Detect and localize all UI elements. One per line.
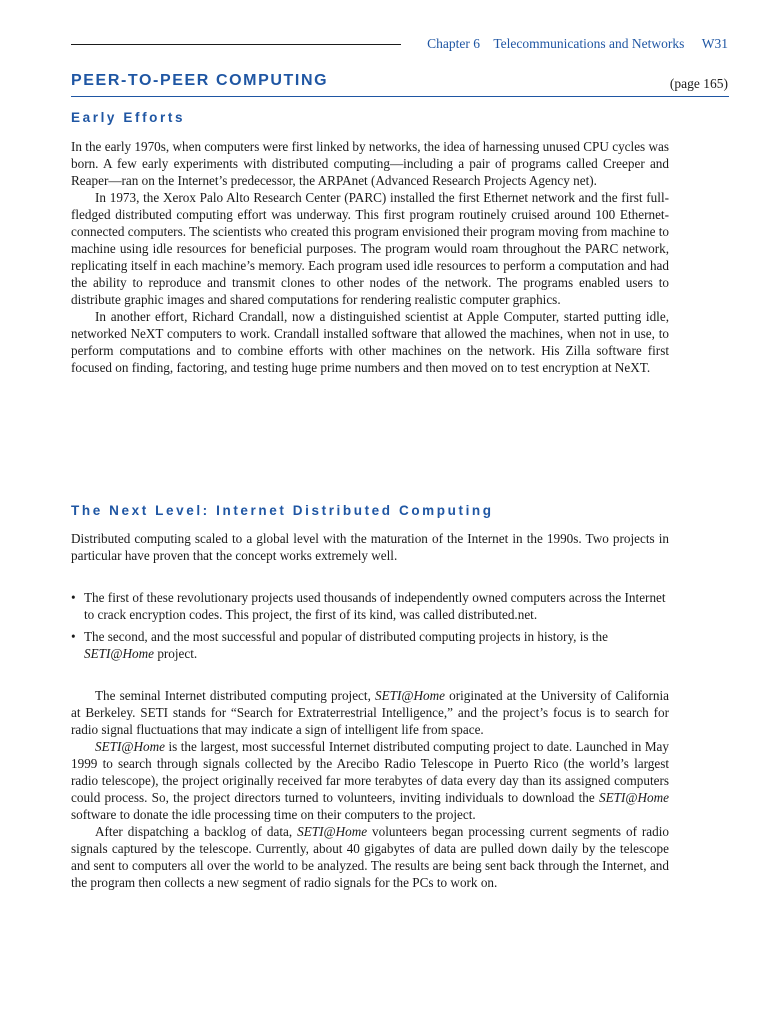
page-reference: (page 165) — [669, 76, 728, 91]
next-level-intro — [71, 530, 669, 564]
bullet-icon: • — [71, 629, 76, 644]
subheading-early-efforts: Early Efforts — [71, 110, 186, 125]
paragraph: After dispatching a backlog of data, SETI@Home volunteers began processing current segments of radio signals captured by the telescope. Currently, about 40 gigabytes of data are pulled down daily by the telescope and sent to computers all over the world to be analyzed. The results are being sent back through the Internet, and the program then collects a new segment of radio signals for the PCs to work on. — [71, 824, 669, 890]
running-header — [71, 36, 740, 54]
paragraph: SETI@Home is the largest, most successful Internet distributed computing project to date. Launched in May 1999 to search through signals collected by the Arecibo Radio Telescope in Puerto Rico (the world’s largest radio telescope), the project originally received far more terabytes of data every day than its assigned computers could process. So, the project directors turned to volunteers, inviting individuals to download the SETI@Home software to donate the idle processing time on their computers to the project. — [71, 739, 669, 822]
paragraph: In 1973, the Xerox Palo Alto Research Center (PARC) installed the first Ethernet network and the first full-fledged distributed computing effort was underway. This first program routinely cruised around 100 Ethernet-connected computers. The scientists who created this program envisioned their program moving from machine to machine using idle resources for beneficial purposes. The program would roam throughout the PARC network, replicating itself in each machine’s memory. Each program used idle resources to perform a computation and had the ability to reproduce and transmit clones to other nodes of the network. The programs enabled users to distribute graphic images and shared computations for rendering realistic computer graphics. — [71, 190, 669, 307]
seti-at-home-term: SETI@Home — [95, 739, 166, 754]
list-item-text: The second, and the most successful and popular of distributed computing projects in history, is the SETI@Home project. — [84, 629, 608, 661]
paragraph: Distributed computing scaled to a global level with the maturation of the Internet in the 1990s. Two projects in particular have proven that the concept works extremely well. — [71, 531, 669, 563]
seti-body — [71, 687, 669, 891]
subheading-next-level: The Next Level: Internet Distributed Computing — [71, 503, 494, 518]
seti-at-home-term: SETI@Home — [297, 824, 368, 839]
early-efforts-body — [71, 138, 669, 376]
seti-at-home-term: SETI@Home — [375, 688, 446, 703]
seti-at-home-term: SETI@Home — [84, 646, 155, 661]
chapter-label: Chapter 6 — [427, 36, 480, 51]
list-item-text: The first of these revolutionary projects used thousands of independently owned computers across the Internet to crack encryption codes. This project, the first of its kind, was called distributed.net. — [84, 590, 666, 622]
header-text — [417, 36, 728, 52]
title-rule — [71, 96, 729, 97]
paragraph: In the early 1970s, when computers were first linked by networks, the idea of harnessing unused CPU cycles was born. A few early experiments with distributed computing—including a pair of programs called Creeper and Reaper—ran on the Internet’s predecessor, the ARPAnet (Advanced Research Projects Agency net). — [71, 139, 669, 188]
header-rule — [71, 44, 401, 45]
bullet-icon: • — [71, 590, 76, 605]
list-item — [71, 589, 669, 623]
seti-at-home-term: SETI@Home — [598, 790, 669, 805]
page-number: W31 — [701, 36, 728, 51]
chapter-title: Telecommunications and Networks — [493, 36, 685, 51]
section-title: PEER-TO-PEER COMPUTING — [71, 72, 329, 89]
list-item — [71, 628, 669, 662]
bullet-list — [71, 589, 669, 667]
paragraph: The seminal Internet distributed computing project, SETI@Home originated at the University of California at Berkeley. SETI stands for “Search for Extraterrestrial Intelligence,” and the project’s focus is to search for radio signal fluctuations that may indicate a sign of intelligent life from space. — [71, 688, 669, 737]
paragraph: In another effort, Richard Crandall, now a distinguished scientist at Apple Computer, started putting idle, networked NeXT computers to work. Crandall installed software that allowed the machines, when not in use, to perform computations and to combine efforts with other machines on the network. His Zilla software first focused on finding, factoring, and testing huge prime numbers and then moved on to test encryption at NeXT. — [71, 309, 669, 375]
